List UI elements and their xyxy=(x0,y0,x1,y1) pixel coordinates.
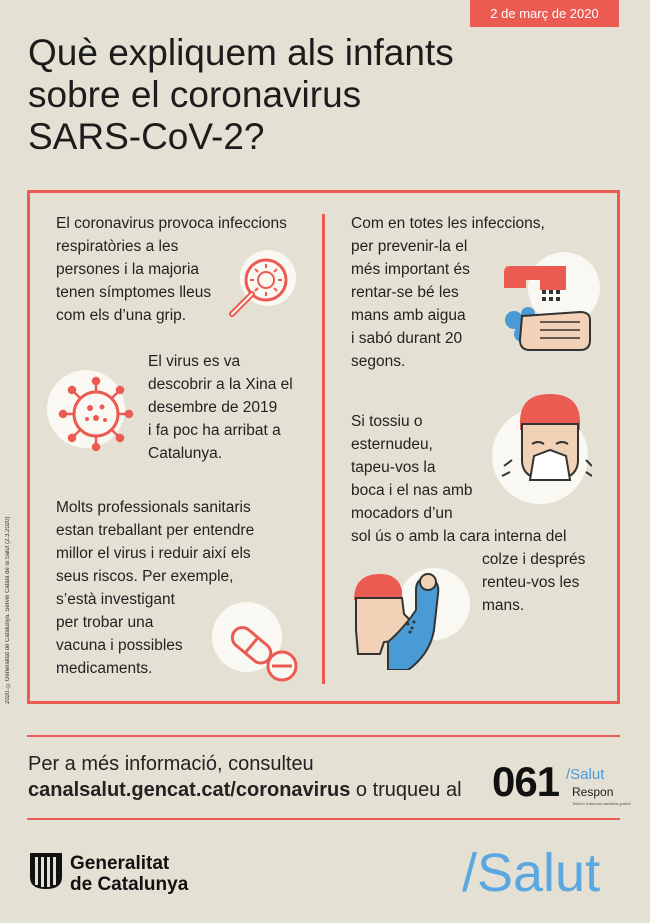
text-line: El virus es va xyxy=(148,353,241,370)
text-line: Catalunya. xyxy=(148,445,223,462)
text-line: Molts professionals sanitaris xyxy=(56,499,251,516)
text-line: segons. xyxy=(351,353,406,370)
text-line: per prevenir-la el xyxy=(351,238,468,255)
text-line: renteu-vos les xyxy=(482,574,580,591)
phone-number[interactable]: 061 xyxy=(492,758,560,805)
phone-brand: /Salut xyxy=(566,766,605,783)
generalitat-text xyxy=(70,853,188,895)
text-line: mans amb aigua xyxy=(351,307,466,324)
panel-divider xyxy=(322,214,325,684)
text-line: tapeu-vos la xyxy=(351,459,436,476)
page-title xyxy=(28,32,588,158)
text-line: descobrir a la Xina el xyxy=(148,376,293,393)
text-line: més important és xyxy=(351,261,470,278)
text-line: seus riscos. Per exemple, xyxy=(56,568,234,585)
date-badge: 2 de març de 2020 xyxy=(470,0,619,27)
text-line: i fa poc ha arribat a xyxy=(148,422,281,439)
footer-divider-bottom xyxy=(27,818,620,820)
generalitat-logo-icon xyxy=(28,851,64,891)
text-line: Si tossiu o xyxy=(351,413,423,430)
sneezing-face-icon xyxy=(500,388,592,488)
left-paragraph-2 xyxy=(148,350,293,465)
text-line: mans. xyxy=(482,597,525,614)
magnifier-virus-icon xyxy=(222,250,300,322)
text-line: desembre de 2019 xyxy=(148,399,278,416)
side-credit: 2020. ©Generalitat de Catalunya. Servei Català de la Salut (2.3.2020) xyxy=(5,516,11,704)
phone-tiny-text: Telèfon d'atenció sanitària gratuït xyxy=(572,801,631,806)
text-line: persones i la majoria xyxy=(56,261,200,278)
title-line-3: SARS-CoV-2? xyxy=(28,116,265,157)
text-line: mocadors d’un xyxy=(351,505,453,522)
hand-washing-icon xyxy=(500,258,610,358)
text-line: vacuna i possibles xyxy=(56,637,183,654)
info-text-rest: o truqueu al xyxy=(350,779,462,801)
text-line: per trobar una xyxy=(56,614,154,631)
title-line-2: sobre el coronavirus xyxy=(28,74,362,115)
text-line: tenen símptomes lleus xyxy=(56,284,212,301)
text-line: millor el virus i reduir així els xyxy=(56,545,251,562)
text-line: medicaments. xyxy=(56,660,153,677)
text-line: com els d’una grip. xyxy=(56,307,187,324)
text-line: esternudeu, xyxy=(351,436,433,453)
generalitat-line-2: de Catalunya xyxy=(70,874,189,895)
text-line: s’està investigant xyxy=(56,591,175,608)
text-line: estan treballant per entendre xyxy=(56,522,255,539)
sneeze-elbow-icon xyxy=(344,570,444,670)
title-line-1: Què expliquem als infants xyxy=(28,32,454,73)
info-text-2 xyxy=(28,779,462,802)
text-line: boca i el nas amb xyxy=(351,482,473,499)
text-line: El coronavirus provoca infeccions xyxy=(56,215,287,232)
generalitat-line-1: Generalitat xyxy=(70,853,170,874)
text-line: colze i després xyxy=(482,551,586,568)
virus-icon xyxy=(56,374,138,456)
info-url-link[interactable]: canalsalut.gencat.cat/coronavirus xyxy=(28,779,351,801)
info-text: Per a més informació, consulteu xyxy=(28,753,314,775)
salut-logo: /Salut xyxy=(462,843,601,903)
text-line: i sabó durant 20 xyxy=(351,330,463,347)
phone-brand-2: Respon xyxy=(572,785,614,799)
text-line: rentar-se bé les xyxy=(351,284,459,301)
text-line: sol ús o amb la cara interna del xyxy=(351,528,567,545)
text-line: Com en totes les infeccions, xyxy=(351,215,545,232)
footer-divider-top xyxy=(27,735,620,737)
text-line: respiratòries a les xyxy=(56,238,179,255)
pills-icon xyxy=(226,620,306,686)
